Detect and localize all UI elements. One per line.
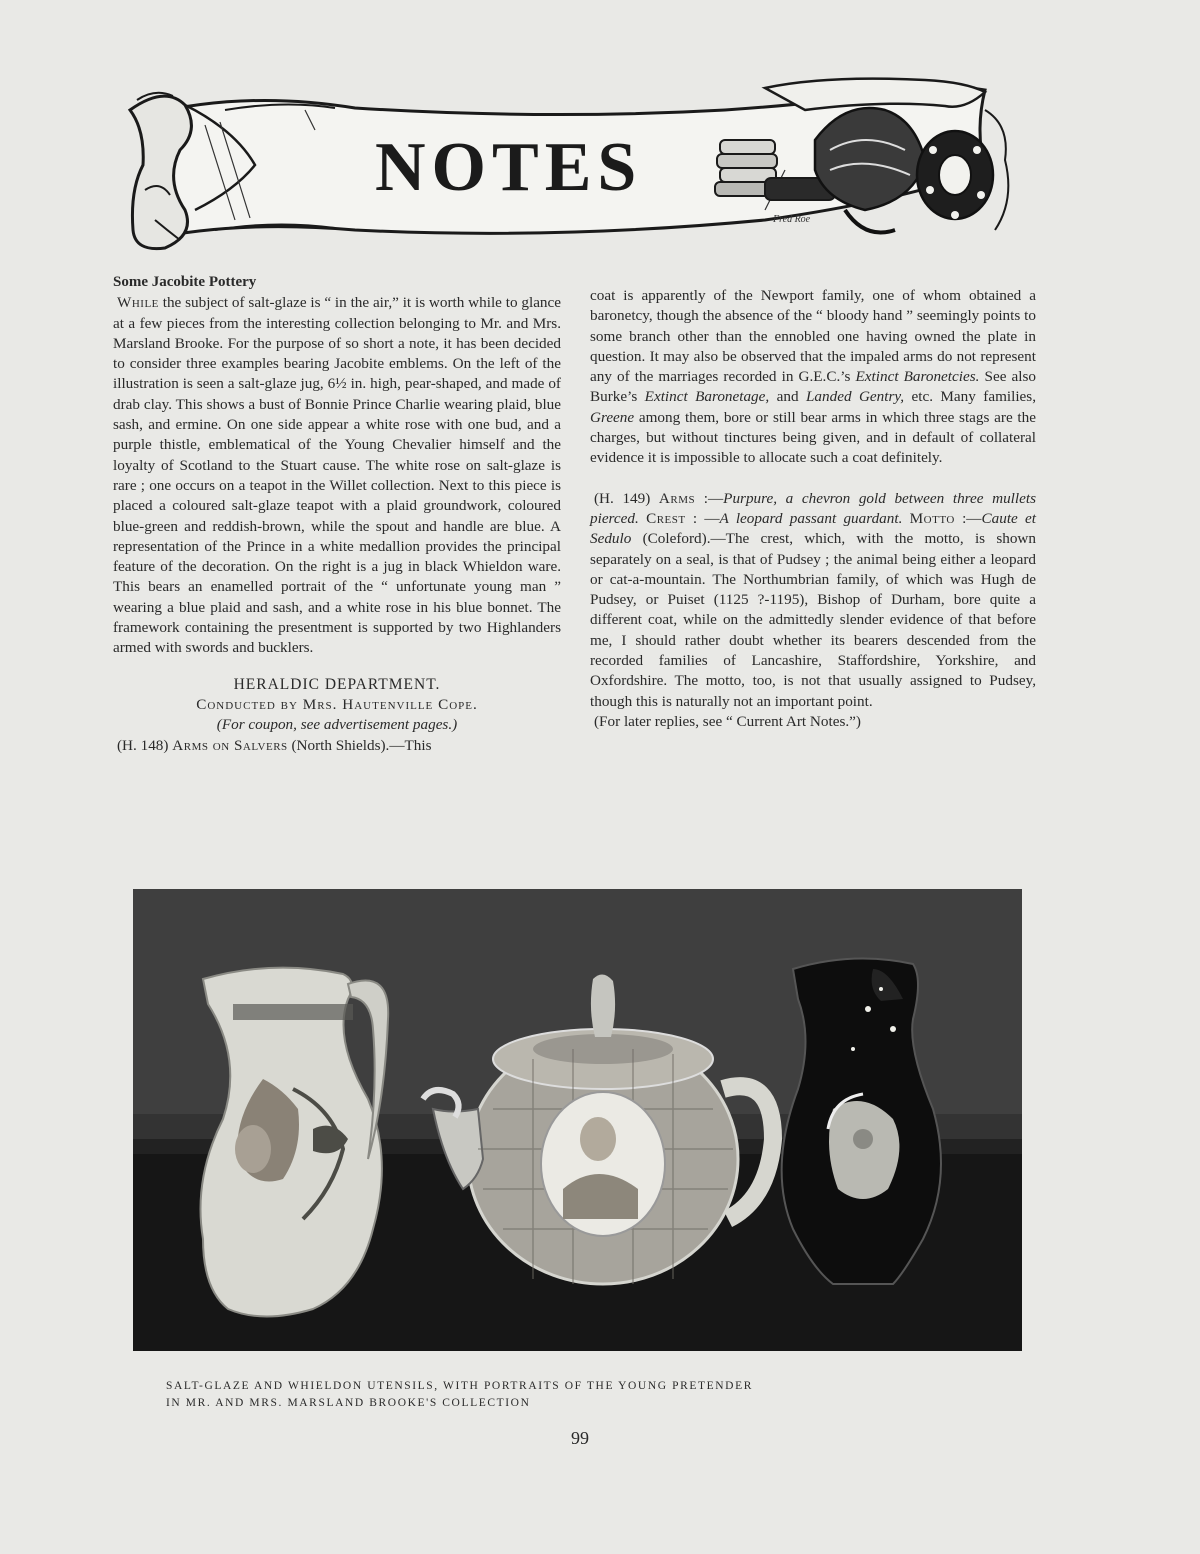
h148-text: (North Shields).—This bbox=[287, 736, 432, 754]
inline-text: etc. Many families, bbox=[904, 388, 1036, 406]
heraldic-title: HERALDIC DEPARTMENT. bbox=[233, 675, 441, 693]
caption-line-2: IN MR. AND MRS. MARSLAND BROOKE'S COLLECTION bbox=[166, 1397, 531, 1409]
h149-label: (H. 149) bbox=[594, 489, 659, 507]
book-title: Extinct Baronetcies. bbox=[855, 368, 980, 386]
pottery-illustration bbox=[133, 889, 1022, 1351]
h149-entry: (H. 149) Arms :—Purpure, a chevron gold between three mullets pierced. Crest : —A leopard passant guardant. Motto :—Caute et Sedulo (Coleford).—The crest, which, with the motto, is shown separately on a seal, is that of Pudsey ; the animal being either a leopard or cat-a-mountain. The Northumbrian family, of which was Hugh de Pudsey, or Puiset (1125 ?-1195), Bishop of Durham, bore quite a different coat, while on the admittedly slender evidence of that before me, I should rather doubt whether its bearers descended from the recorded families of Lancashire, Staffordshire, Yorkshire, and Oxfordshire. The motto, too, is not that usually assigned to Pudsey, though this is naturally not an important point. bbox=[590, 489, 1037, 710]
inline-text: and bbox=[769, 388, 806, 406]
pottery-photograph bbox=[133, 889, 1022, 1351]
left-column bbox=[113, 272, 561, 756]
continued-text: coat is apparently of the Newport family, one of whom obtained a baronetcy, though the absence of the “ bloody hand ” seemingly points to some branch other than the ennobled one having owned the plate in question. It may also be observed that the impaled arms do not represent any of the marriages recorded in G.E.C.’s bbox=[590, 287, 1036, 386]
inline-text: among them, bore or still bear arms in which three stags are the charges, but without tinctures being given, and in default of collateral evidence it is impossible to allocate such a coat definitely. bbox=[590, 408, 1036, 467]
figure-caption bbox=[166, 1378, 866, 1412]
right-column bbox=[590, 286, 1036, 732]
page-number: 99 bbox=[571, 1428, 589, 1448]
book-title: Landed Gentry, bbox=[805, 388, 905, 406]
h148-label: (H. 148) bbox=[117, 736, 173, 754]
h148-heading: Arms on Salvers bbox=[172, 736, 288, 754]
h149-body: (Coleford).—The crest, which, with the motto, is shown separately on a seal, is that of Pudsey ; the animal being either a leopard or cat-a-mountain. The Northumbrian family, of which was Hugh de Pudsey, or Puiset (1125 ?-1195), Bishop of Durham, bore quite a different coat, while on the admittedly slender evidence of that before me, I should rather doubt whether its bearers descended from the recorded families of Lancashire, Staffordshire, Yorkshire, and Oxfordshire. The motto, too, is not that usually assigned to Pudsey, though this is naturally not an important point. bbox=[590, 530, 1036, 710]
heraldic-coupon-note: (For coupon, see advertisement pages.) bbox=[216, 716, 458, 734]
motto-text: Caute et Sedulo bbox=[590, 509, 1037, 548]
book-title: Extinct Baronetage, bbox=[644, 388, 770, 406]
crest-label: Crest bbox=[646, 509, 686, 527]
lead-word: While bbox=[117, 294, 159, 312]
caption-line-1: SALT-GLAZE AND WHIELDON UTENSILS, WITH PORTRAITS OF THE YOUNG PRETENDER bbox=[166, 1380, 753, 1392]
article-body bbox=[113, 293, 561, 658]
later-replies: (For later replies, see “ Current Art Notes.”) bbox=[594, 712, 861, 730]
heraldic-conducted: Conducted by Mrs. Hautenville Cope. bbox=[196, 695, 478, 713]
motto-label: Motto bbox=[909, 509, 955, 527]
inline-text: See also Burke’s bbox=[590, 368, 1037, 406]
family-name: Greene bbox=[590, 408, 635, 426]
page-title: NOTES bbox=[375, 129, 643, 206]
crest-text: A leopard passant guardant. bbox=[719, 509, 903, 527]
article-title: Some Jacobite Pottery bbox=[113, 274, 257, 290]
h148-continued bbox=[590, 286, 1036, 469]
h148-entry bbox=[113, 736, 561, 756]
artist-signature: Fred Roe bbox=[773, 214, 811, 225]
arms-label: Arms bbox=[658, 489, 696, 507]
notes-banner bbox=[125, 70, 1025, 255]
article-body-text: the subject of salt-glaze is “ in the air,” it is worth while to glance at a few pieces from the interesting collection belonging to Mr. and Mrs. Marsland Brooke. For the purpose of so short a note, it has been decided to consider three examples bearing Jacobite emblems. On the left of the illustration is seen a salt-glaze jug, 6½ in. high, pear-shaped, and made of drab clay. This shows a bust of Bonnie Prince Charlie wearing plaid, blue sash, and ermine. On one side appear a white rose with one bud, and a purple thistle, emblematical of the Young Chevalier himself and the loyalty of Scotland to the Stuart cause. The white rose on salt-glaze is rare ; one occurs on a teapot in the Willet collection. Next to this piece is placed a coloured salt-glaze teapot with a plaid groundwork, coloured blue-green and reddish-brown, while the spout and handle are blue. A representation of the Prince in a white medallion provides the principal feature of the decoration. On the right is a jug in black Whieldon ware. This bears an enamelled portrait of the “ unfortunate young man ” wearing a blue plaid and sash, and a white rose in his blue bonnet. The framework containing the presentment is supported by two Highlanders armed with swords and bucklers. bbox=[113, 294, 562, 657]
arms-text: Purpure, a chevron gold between three mullets pierced. bbox=[590, 489, 1036, 527]
